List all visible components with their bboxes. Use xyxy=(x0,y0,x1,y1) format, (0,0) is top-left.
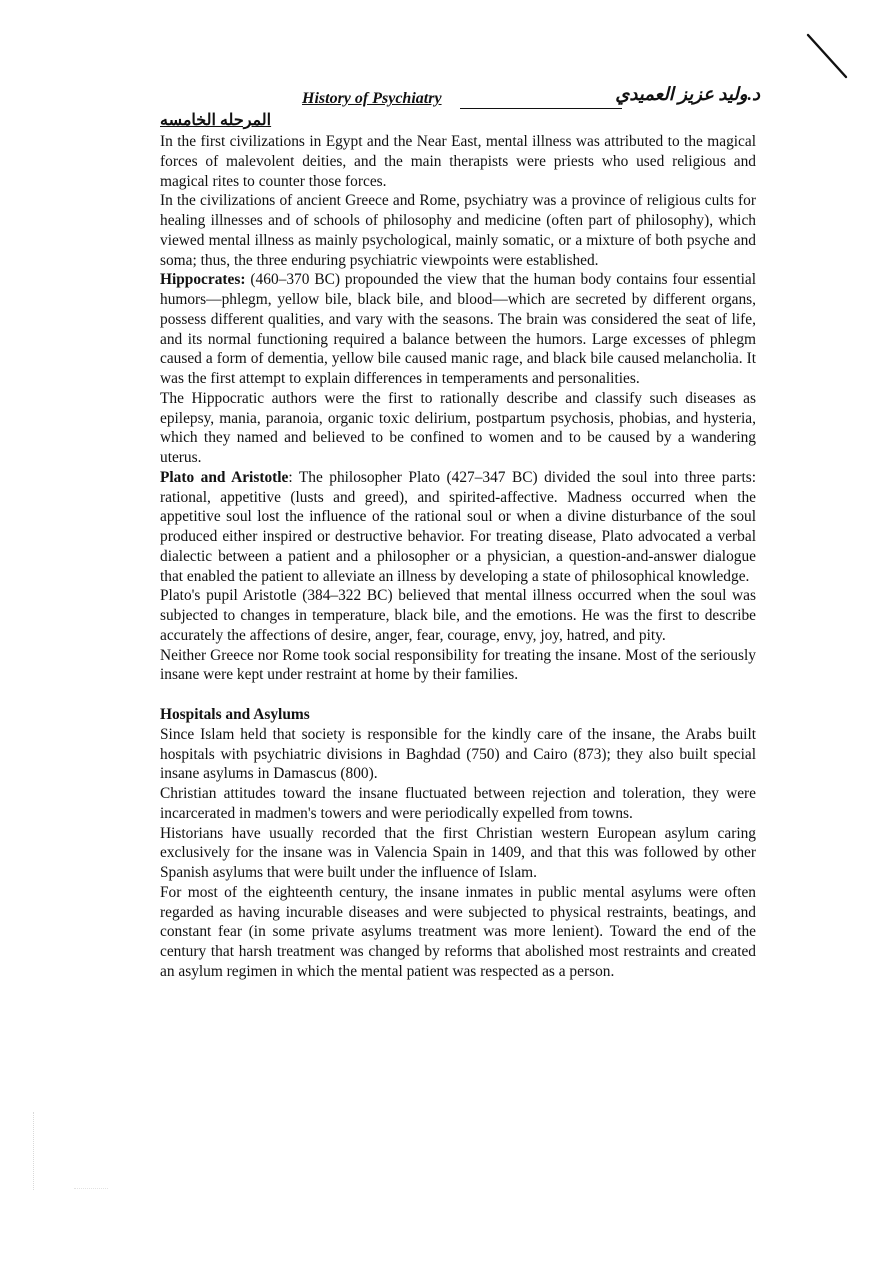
paragraph-lead-term: Plato and Aristotle xyxy=(160,468,289,486)
paragraph-body: (460–370 BC) propounded the view that the human body contains four essential humors—phlegm, yellow bile, black bile, and blood—which are secreted by different organs, possess different qualities, and vary with the seasons. The brain was considered the seat of life, and its normal functioning required a balance between the humors. Large excesses of phlegm caused a form of dementia, yellow bile caused manic rage, and black bile caused melancholia. It was the first attempt to explain differences in temperaments and personalities. xyxy=(160,271,756,387)
section-heading: Hospitals and Asylums xyxy=(160,706,310,723)
paragraph xyxy=(160,468,756,587)
paragraph xyxy=(160,270,756,389)
page-header xyxy=(160,84,760,112)
paragraph-lead-term: Hippocrates: xyxy=(160,271,246,289)
paragraph: The Hippocratic authors were the first to rationally describe and classify such diseases as epilepsy, mania, paranoia, organic toxic delirium, postpartum psychosis, phobias, and hysteria, which they named and believed to be confined to women and to be caused by a wandering uterus. xyxy=(160,389,756,466)
body-text xyxy=(160,132,756,982)
stage-heading: المرحله الخامسه xyxy=(160,112,272,129)
paragraph: In the civilizations of ancient Greece and Rome, psychiatry was a province of religious cults for healing illnesses and of schools of philosophy and medicine (often part of philosophy), which viewed mental illness as mainly psychological, mainly somatic, or a mixture of both psyche and soma; thus, the three enduring psychiatric viewpoints were established. xyxy=(160,192,756,269)
author-name: د.وليد عزيز العميدي xyxy=(615,84,760,104)
paragraph: Historians have usually recorded that the first Christian western European asylum caring exclusively for the insane was in Valencia Spain in 1409, and that this was followed by other Spanish asylums that were built under the influence of Islam. xyxy=(160,824,756,881)
paragraph: Since Islam held that society is responsible for the kindly care of the insane, the Arabs built hospitals with psychiatric divisions in Baghdad (750) and Cairo (873); they also built special insane asylums in Damascus (800). xyxy=(160,725,756,783)
paragraph: For most of the eighteenth century, the insane inmates in public mental asylums were often regarded as having incurable diseases and were subjected to physical restraints, beatings, and constant fear (in some private asylums treatment was more lenient). Toward the end of the century that harsh treatment was changed by reforms that abolished most restraints and created an asylum regimen in which the mental patient was respected as a person. xyxy=(160,883,756,980)
page-title: History of Psychiatry xyxy=(302,90,442,107)
paragraph: Christian attitudes toward the insane fluctuated between rejection and toleration, they were incarcerated in madmen's towers and were periodically expelled from towns. xyxy=(160,785,756,822)
scan-artifact xyxy=(33,1112,35,1190)
paragraph: Neither Greece nor Rome took social responsibility for treating the insane. Most of the seriously insane were kept under restraint at home by their families. xyxy=(160,646,756,684)
paragraph-body: : The philosopher Plato (427–347 BC) divided the soul into three parts: rational, appetitive (lusts and greed), and spirited-affective. Madness occurred when the appetitive soul lost the influence of the rational soul or when a divine disturbance of the soul produced either inspired or destructive behavior. For treating disease, Plato advocated a verbal dialectic between a patient and a philosopher or a physician, a question-and-answer dialogue that enabled the patient to alleviate an illness by developing a state of philosophical knowledge. xyxy=(160,468,756,585)
header-underline-rule xyxy=(460,108,622,109)
pen-stroke-mark xyxy=(806,33,850,81)
paragraph: In the first civilizations in Egypt and the Near East, mental illness was attributed to the magical forces of malevolent deities, and the main therapists were priests who used religious and magical rites to counter those forces. xyxy=(160,133,756,190)
section-gap xyxy=(160,685,756,705)
scan-artifact xyxy=(74,1188,108,1190)
paragraph: Plato's pupil Aristotle (384–322 BC) believed that mental illness occurred when the soul was subjected to changes in temperature, black bile, and the emotions. He was the first to describe accurately the affections of desire, anger, fear, courage, envy, joy, hatred, and pity. xyxy=(160,587,756,644)
